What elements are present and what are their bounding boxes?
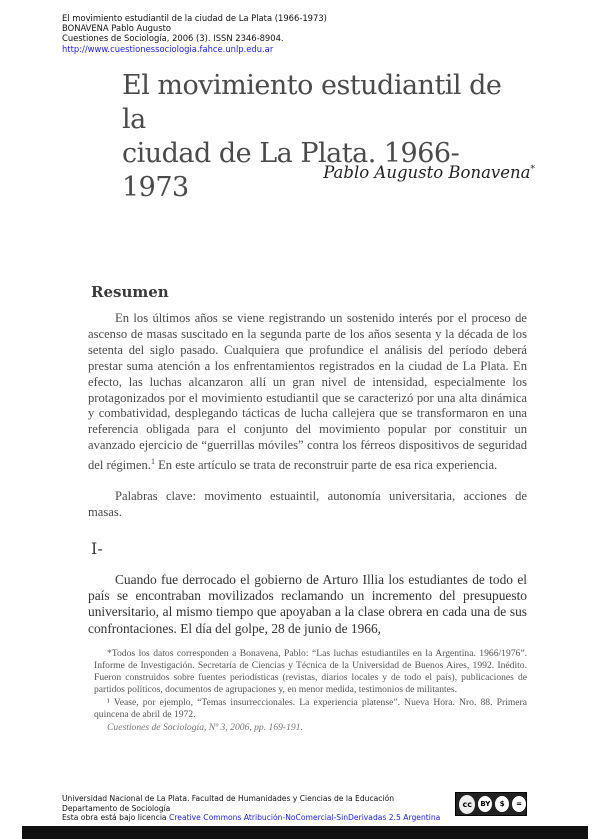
creative-commons-badge[interactable] xyxy=(455,792,527,816)
attribution-icon: BY xyxy=(478,796,492,812)
section-body xyxy=(88,572,527,637)
keywords-text: Palabras clave: movimento estuaintil, autonomía universitaria, acciones de masas. xyxy=(88,489,527,519)
footer-license-link[interactable]: Creative Commons Atribución-NoComercial-SinDerivadas 2.5 Argentina xyxy=(169,813,441,823)
title-line-2: ciudad de La Plata. 1966-1973 xyxy=(122,138,460,203)
noncommercial-icon: $ xyxy=(495,796,509,812)
section-paragraph: Cuando fue derrocado el gobierno de Arturo Illia los estudiantes de todo el país se encontraban movilizados reclamando un incremento del presupuesto universitario, al mismo tiempo que apoyaban a la clase obrera en cada una de sus confrontaciones. El día del golpe, 28 de junio de 1966, xyxy=(88,572,527,636)
footer-university: Universidad Nacional de La Plata. Facultad de Humanidades y Ciencias de la Educación xyxy=(62,794,395,803)
title-line-1: El movimiento estudiantil de la xyxy=(122,70,502,135)
header-author: BONAVENA Pablo Augusto xyxy=(62,23,171,34)
bottom-bar xyxy=(22,826,588,839)
abstract xyxy=(88,311,527,474)
journal-citation: Cuestiones de Sociología, Nº 3, 2006, pp. 169-191. xyxy=(107,722,303,733)
footnote-1: *Todos los datos corresponden a Bonavena, Pablo: “Las luchas estudiantiles en la Argentina. 1966/1976”. Informe de Investigación. Secretaría de Ciencias y Técnica de la Universidad de Buenos Aires, 1992. Inédito. Fueron construidos sobre fuentes periodísticas (revistas, diarios locales y de todo el país), publicaciones de partidos políticos, documentos de agrupaciones y, en menor medida, testimonios de militantes. xyxy=(94,648,527,695)
header-url-link[interactable]: http://www.cuestionessociologia.fahce.unlp.edu.ar xyxy=(62,43,274,54)
cc-icon: cc xyxy=(459,795,475,814)
author-name: Pablo Augusto Bonavena xyxy=(323,163,531,182)
article-title xyxy=(122,69,522,205)
noderivatives-icon: = xyxy=(512,796,526,812)
footer-department: Departamento de Sociología xyxy=(62,803,171,813)
header-title: El movimiento estudiantil de la ciudad de La Plata (1966-1973) xyxy=(62,13,327,23)
header-journal: Cuestiones de Sociología, 2006 (3). ISSN 2346-8904. xyxy=(62,33,284,44)
abstract-footnote-mark: 1 xyxy=(150,457,155,467)
document-footer xyxy=(62,794,440,823)
keywords xyxy=(88,489,527,521)
author-footnote-mark: * xyxy=(530,164,535,175)
footer-license-prefix: Esta obra está bajo licencia xyxy=(62,813,170,823)
footnote-2: ¹ Vease, por ejemplo, “Temas insurreccionales. La experiencia platense”. Nueva Hora. Nro. 88. Primera quincena de abril de 1972. xyxy=(94,697,527,720)
abstract-text: En los últimos años se viene registrando un sostenido interés por el proceso de ascenso de masas suscitado en la segunda parte de los años sesenta y la década de los setenta del siglo pasado. Cualquiera que profundice el análisis del período deberá prestar suma atención a los enfrentamientos registrados en la ciudad de La Plata. En efecto, las luchas alcanzaron allí un gran nivel de intensidad, especialmente los protagonizados por el movimiento estudiantil que se caracterizó por una alta dinámica y combatividad, desplegando tácticas de lucha callejera que se transformaron en una referencia obligada para el conjunto del movimiento popular por constituir un avanzado ejercicio de “guerrillas móviles” contra los férreos dispositivos de seguridad del régimen. xyxy=(88,311,527,473)
article-author xyxy=(323,163,535,182)
footnotes xyxy=(94,648,527,735)
abstract-tail: En este artículo se trata de reconstruir parte de esa rica experiencia. xyxy=(154,458,498,473)
section-heading: I- xyxy=(91,539,103,558)
resumen-heading: Resumen xyxy=(91,283,169,301)
